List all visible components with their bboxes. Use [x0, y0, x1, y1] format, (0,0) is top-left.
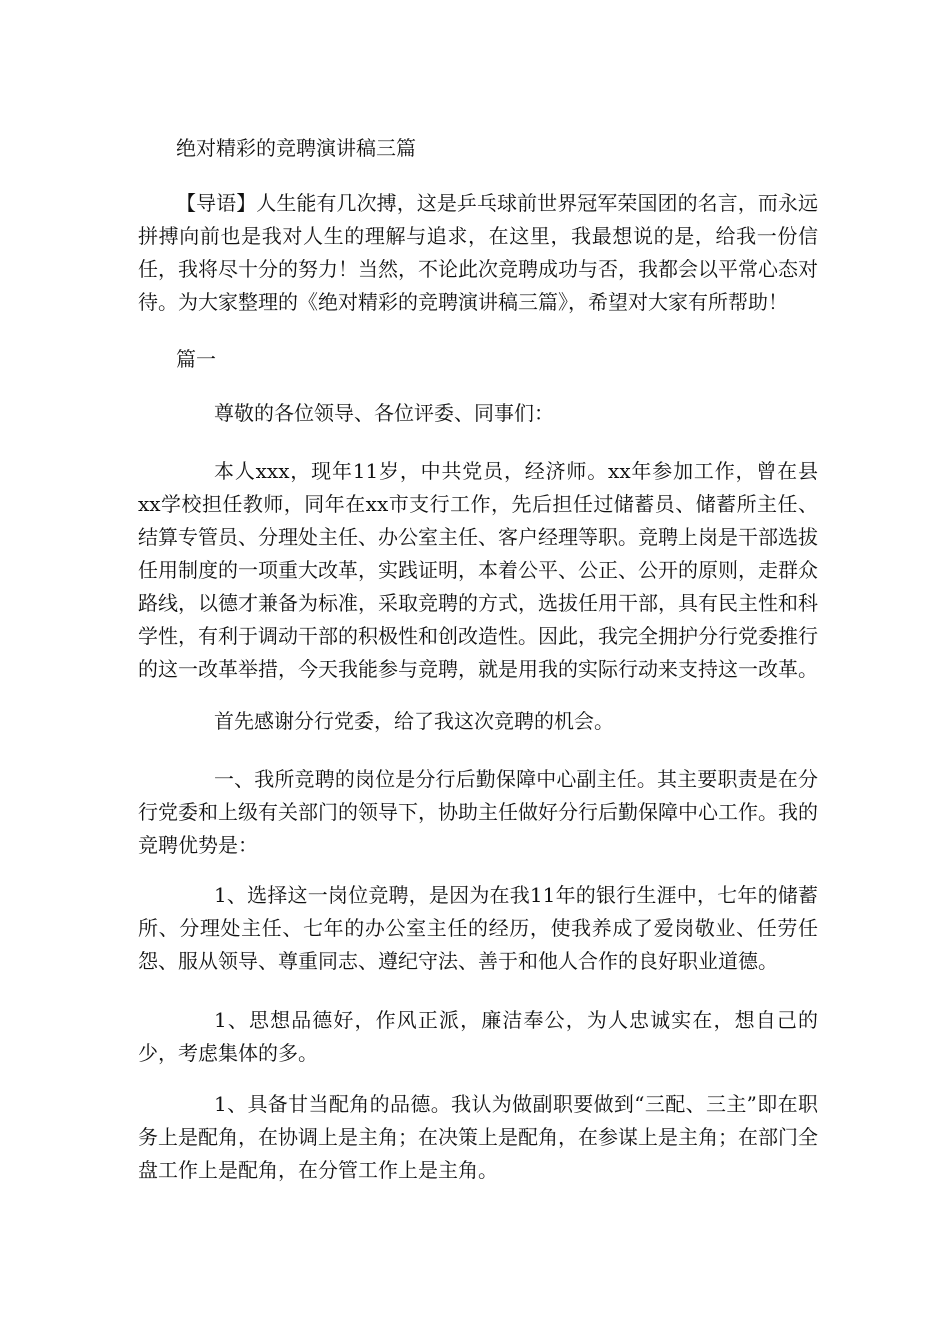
greeting-paragraph: 尊敬的各位领导、各位评委、同事们：: [214, 401, 554, 425]
body-paragraph-4: 1、选择这一岗位竞聘，是因为在我11年的银行生涯中，七年的储蓄所、分理处主任、七年的办公室主任的经历，使我养成了爱岗敬业、任劳任怨、服从领导、尊重同志、遵纪守法、善于和他人合作的良好职业道德。: [138, 883, 818, 973]
document-title: 绝对精彩的竞聘演讲稿三篇: [176, 136, 416, 160]
section-heading-1: 篇一: [176, 347, 216, 371]
body-paragraph-5: 1、思想品德好，作风正派，廉洁奉公，为人忠诚实在，想自己的少，考虑集体的多。: [138, 1008, 818, 1065]
body-paragraph-1: 本人xxx，现年11岁，中共党员，经济师。xx年参加工作，曾在县xx学校担任教师，同年在xx市支行工作，先后担任过储蓄员、储蓄所主任、结算专管员、分理处主任、办公室主任、客户经理等职。竞聘上岗是干部选拔任用制度的一项重大改革，实践证明，本着公平、公正、公开的原则，走群众路线，以德才兼备为标准，采取竞聘的方式，选拔任用干部，具有民主性和科学性，有利于调动干部的积极性和创改造性。因此，我完全拥护分行党委推行的这一改革举措，今天我能参与竞聘，就是用我的实际行动来支持这一改革。: [138, 459, 818, 681]
body-paragraph-6: 1、具备甘当配角的品德。我认为做副职要做到“三配、三主”即在职务上是配角，在协调上是主角；在决策上是配角，在参谋上是主角；在部门全盘工作上是配角，在分管工作上是主角。: [138, 1092, 818, 1182]
intro-paragraph: 【导语】人生能有几次搏，这是乒乓球前世界冠军荣国团的名言，而永远拼搏向前也是我对人生的理解与追求，在这里，我最想说的是，给我一份信任，我将尽十分的努力！当然，不论此次竞聘成功与否，我都会以平常心态对待。为大家整理的《绝对精彩的竞聘演讲稿三篇》，希望对大家有所帮助！: [138, 191, 818, 314]
body-paragraph-3: 一、我所竞聘的岗位是分行后勤保障中心副主任。其主要职责是在分行党委和上级有关部门的领导下，协助主任做好分行后勤保障中心工作。我的竞聘优势是：: [138, 767, 818, 857]
body-paragraph-2: 首先感谢分行党委，给了我这次竞聘的机会。: [214, 709, 614, 733]
